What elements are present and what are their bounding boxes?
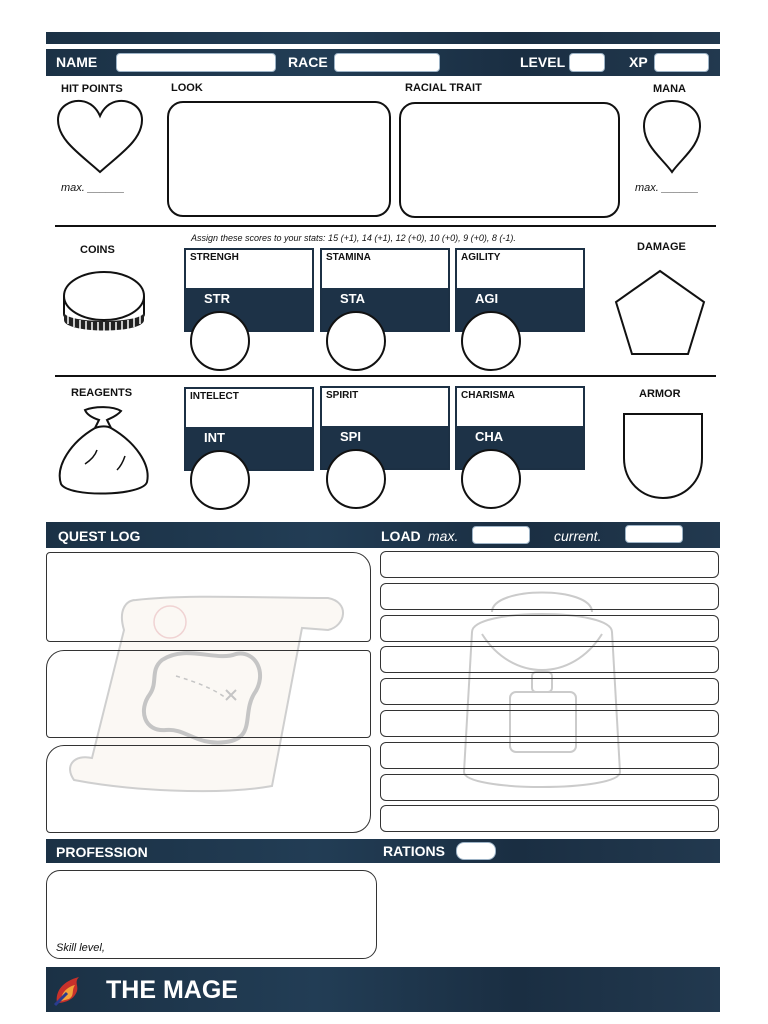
armor-label: ARMOR [639,388,681,400]
quest-box-2[interactable] [46,650,371,738]
quest-log-label: QUEST LOG [58,528,141,544]
quest-load-bar [46,522,720,548]
mana-drop-icon[interactable] [640,98,704,176]
stat-name: INTELECT [190,391,239,402]
load-max-field[interactable] [472,526,530,544]
footer-bar [46,967,720,1012]
stat-name: SPIRIT [326,390,359,401]
stat-abbr: INT [204,430,225,445]
look-label: LOOK [171,82,203,94]
quest-box-1[interactable] [46,552,371,642]
reagents-label: REAGENTS [71,387,133,399]
stat-name: STRENGH [190,252,239,263]
racial-trait-label: RACIAL TRAIT [405,82,482,94]
intellect-score-circle[interactable] [190,450,250,510]
pentagon-icon[interactable] [612,268,708,358]
divider-1 [55,225,716,227]
heart-icon[interactable] [55,98,145,176]
race-label: RACE [288,54,328,70]
header-bar [46,49,720,76]
load-item-line[interactable] [380,583,719,610]
skill-level-label: Skill level, [56,942,105,954]
stat-name: CHARISMA [461,390,515,401]
divider-2 [55,375,716,377]
spirit-score-circle[interactable] [326,449,386,509]
class-title: THE MAGE [106,976,238,1004]
coins-label: COINS [80,244,115,256]
load-current-field[interactable] [625,525,683,543]
strength-score-circle[interactable] [190,311,250,371]
mana-label: MANA [653,83,686,95]
mana-max: max. ______ [635,182,699,194]
load-label: LOAD [381,528,421,544]
look-box[interactable] [167,101,391,217]
stat-abbr: STR [204,291,230,306]
stamina-score-circle[interactable] [326,311,386,371]
load-current-label: current. [554,528,602,544]
stat-abbr: AGI [475,291,499,306]
level-label: LEVEL [520,54,566,70]
profession-bar [46,839,720,863]
load-item-line[interactable] [380,710,719,737]
load-item-line[interactable] [380,615,719,642]
stats-instructions: Assign these scores to your stats: 15 (+1), 14 (+1), 12 (+0), 10 (+0), 9 (+0), 8 (-1). [191,233,516,243]
racial-trait-box[interactable] [399,102,620,218]
hit-points-label: HIT POINTS [61,83,123,95]
load-item-line[interactable] [380,551,719,578]
quest-box-3[interactable] [46,745,371,833]
coin-icon[interactable] [60,266,148,342]
charisma-score-circle[interactable] [461,449,521,509]
stat-abbr: STA [340,291,366,306]
load-item-line[interactable] [380,678,719,705]
stat-name: AGILITY [461,252,501,263]
load-item-line[interactable] [380,646,719,673]
level-field[interactable] [569,53,605,72]
damage-label: DAMAGE [637,241,686,253]
rations-field[interactable] [456,842,496,860]
rations-label: RATIONS [383,843,445,859]
mage-flame-icon [51,973,87,1007]
stat-abbr: SPI [340,429,361,444]
hp-max: max. ______ [61,182,125,194]
stat-name: STAMINA [326,252,371,263]
top-rule-bar [46,32,720,44]
reagent-bag-icon[interactable] [55,404,151,500]
load-item-line[interactable] [380,774,719,801]
xp-label: XP [629,54,648,70]
name-field[interactable] [116,53,276,72]
agility-score-circle[interactable] [461,311,521,371]
shield-icon[interactable] [620,410,706,502]
profession-label: PROFESSION [56,844,148,860]
load-max-label: max. [428,528,459,544]
stat-abbr: CHA [475,429,504,444]
xp-field[interactable] [654,53,709,72]
load-item-line[interactable] [380,805,719,832]
race-field[interactable] [334,53,440,72]
load-item-line[interactable] [380,742,719,769]
name-label: NAME [56,54,98,70]
